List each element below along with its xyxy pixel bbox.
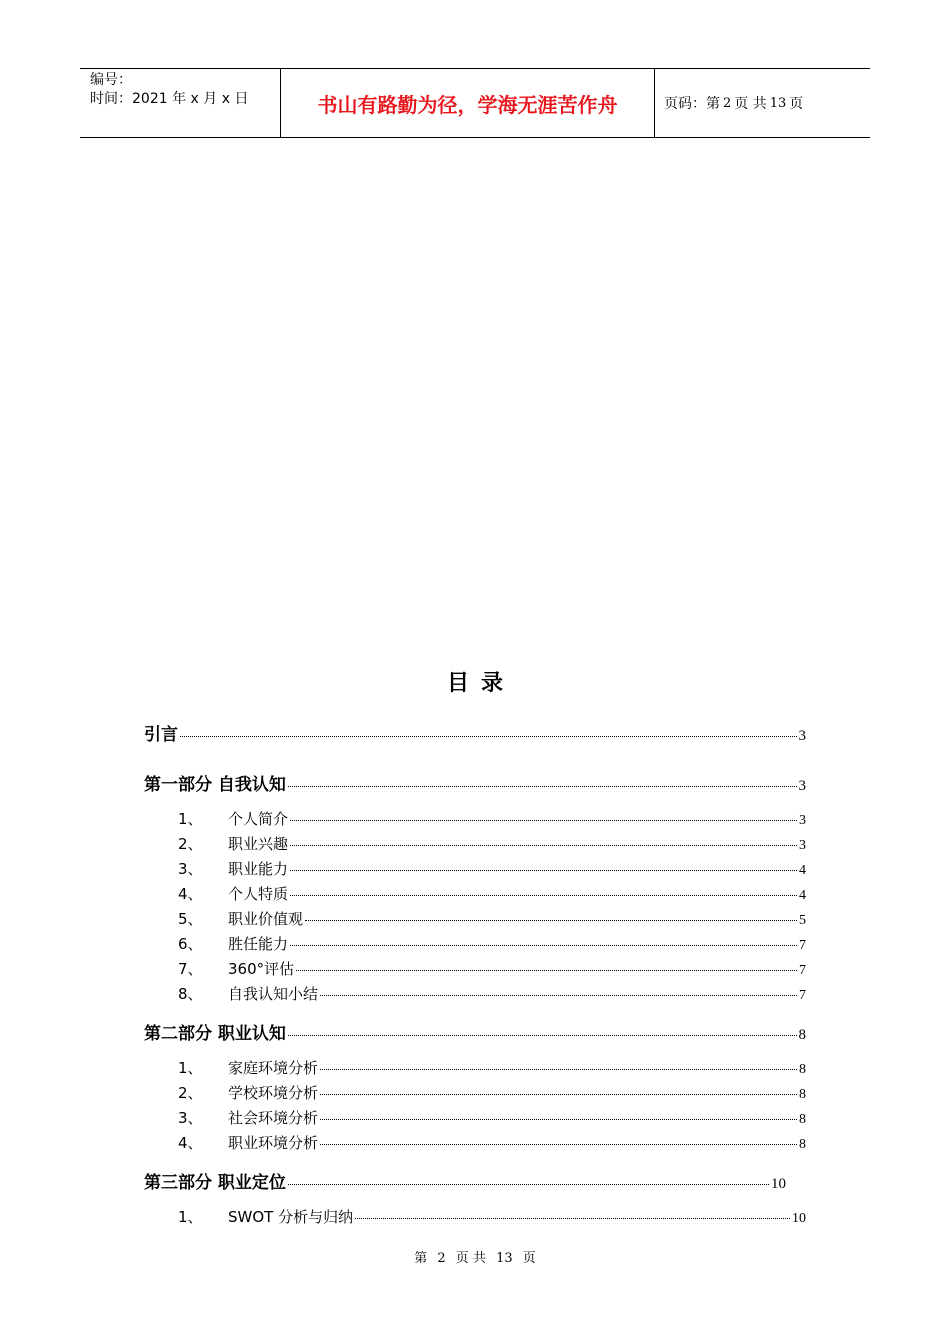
dot-leader [320,1069,797,1070]
dot-leader [290,870,797,871]
toc-entry-label: 学校环境分析 [228,1084,319,1102]
toc-entry-number: 3、 [178,1109,203,1127]
toc-entry-page: 7 [799,938,806,953]
footer-page-total: 13 [496,1251,513,1266]
toc-entry-page: 7 [799,963,806,978]
toc-entry[interactable] [178,833,806,854]
header-motto: 书山有路勤为径，学海无涯苦作舟 [281,69,655,137]
header-page-total: 13 [769,95,787,111]
dot-leader [290,895,797,896]
toc-entry-number: 2、 [178,835,203,853]
date-label: 时间：2021 年 x 月 x 日 [90,91,249,107]
header-page-mid: 页 共 [734,96,767,112]
toc-entry[interactable] [178,858,806,879]
dot-leader [355,1218,790,1219]
footer-suffix: 页 [522,1251,536,1266]
toc-entry[interactable] [178,1132,806,1153]
toc-entry-label: 家庭环境分析 [228,1059,319,1077]
toc-entry-label: 职业能力 [228,860,289,878]
toc-entry-label: 个人特质 [228,885,289,903]
toc-entry-label: 360°评估 [228,960,295,978]
toc-entry-label: 社会环境分析 [228,1109,319,1127]
toc-entry-page: 10 [771,1176,786,1192]
dot-leader [320,1144,797,1145]
dot-leader [288,1035,797,1036]
toc-entry-label: 职业兴趣 [228,835,289,853]
toc-entry[interactable] [144,1168,786,1193]
toc-entry[interactable] [178,933,806,954]
footer-mid: 页 共 [455,1251,486,1266]
toc-entry-label: 引言 [144,725,178,745]
toc-entry-page: 8 [799,1112,806,1127]
header-page-prefix: 页码：第 [664,96,720,112]
footer-page-number: 2 [437,1251,446,1266]
document-header [80,68,870,138]
toc-entry[interactable] [178,908,806,929]
toc-entry-number: 2、 [178,1084,203,1102]
toc-entry[interactable] [144,720,806,745]
header-page-suffix: 页 [789,96,804,112]
toc-entry-page: 8 [799,1087,806,1102]
toc-entry-label: 第二部分 职业认知 [144,1024,286,1044]
toc-entry-page: 10 [792,1211,806,1226]
toc-entry[interactable] [178,1057,806,1078]
header-meta-cell [80,69,281,137]
toc-entry-number: 8、 [178,985,203,1003]
toc-entry-label: 胜任能力 [228,935,289,953]
toc-entry[interactable] [144,1019,806,1044]
dot-leader [288,786,797,787]
toc-entry-label: 第三部分 职业定位 [144,1173,286,1193]
toc-entry-page: 3 [798,778,806,794]
toc-entry-number: 1、 [178,1059,203,1077]
toc-entry-label: 第一部分 自我认知 [144,775,286,795]
toc-entry[interactable] [178,983,806,1004]
dot-leader [296,970,797,971]
toc-title: 目录 [446,671,515,696]
toc-entry-page: 3 [799,813,806,828]
toc-entry-page: 8 [799,1062,806,1077]
toc-entry-number: 4、 [178,1134,203,1152]
toc-entry[interactable] [178,883,806,904]
toc-entry-number: 7、 [178,960,203,978]
dot-leader [320,1094,797,1095]
dot-leader [290,845,797,846]
toc-entry-number: 6、 [178,935,203,953]
toc-entry-label: 职业环境分析 [228,1134,319,1152]
dot-leader [290,945,797,946]
toc-entry-page: 7 [799,988,806,1003]
dot-leader [305,920,797,921]
header-page-indicator [655,69,870,137]
toc-entry[interactable] [178,808,806,829]
dot-leader [320,995,797,996]
toc-entry-label: 职业价值观 [228,910,304,928]
serial-number-label: 编号： [90,72,132,88]
toc-entry[interactable] [178,1082,806,1103]
toc-entry-label: 个人简介 [228,810,289,828]
toc-entry-number: 3、 [178,860,203,878]
toc-entry-page: 4 [799,888,806,903]
dot-leader [290,820,797,821]
header-page-number: 2 [723,95,732,111]
toc-entry-page: 8 [799,1137,806,1152]
toc-entry-page: 8 [798,1027,806,1043]
toc-entry-label: SWOT 分析与归纳 [228,1208,354,1226]
toc-entry-number: 1、 [178,810,203,828]
toc-entry[interactable] [178,958,806,979]
page-footer [0,1247,950,1266]
toc-entry-number: 4、 [178,885,203,903]
toc-entry-page: 3 [798,728,806,744]
toc-entry-page: 5 [799,913,806,928]
toc-entry-number: 5、 [178,910,203,928]
toc-entry-label: 自我认知小结 [228,985,319,1003]
toc-entry[interactable] [144,770,806,795]
toc-entry-number: 1、 [178,1208,203,1226]
dot-leader [288,1184,769,1185]
toc-entry[interactable] [178,1206,806,1227]
footer-prefix: 第 [414,1251,428,1266]
dot-leader [320,1119,797,1120]
toc-entry-page: 3 [799,838,806,853]
toc-entry-page: 4 [799,863,806,878]
toc-entry[interactable] [178,1107,806,1128]
dot-leader [180,736,797,737]
